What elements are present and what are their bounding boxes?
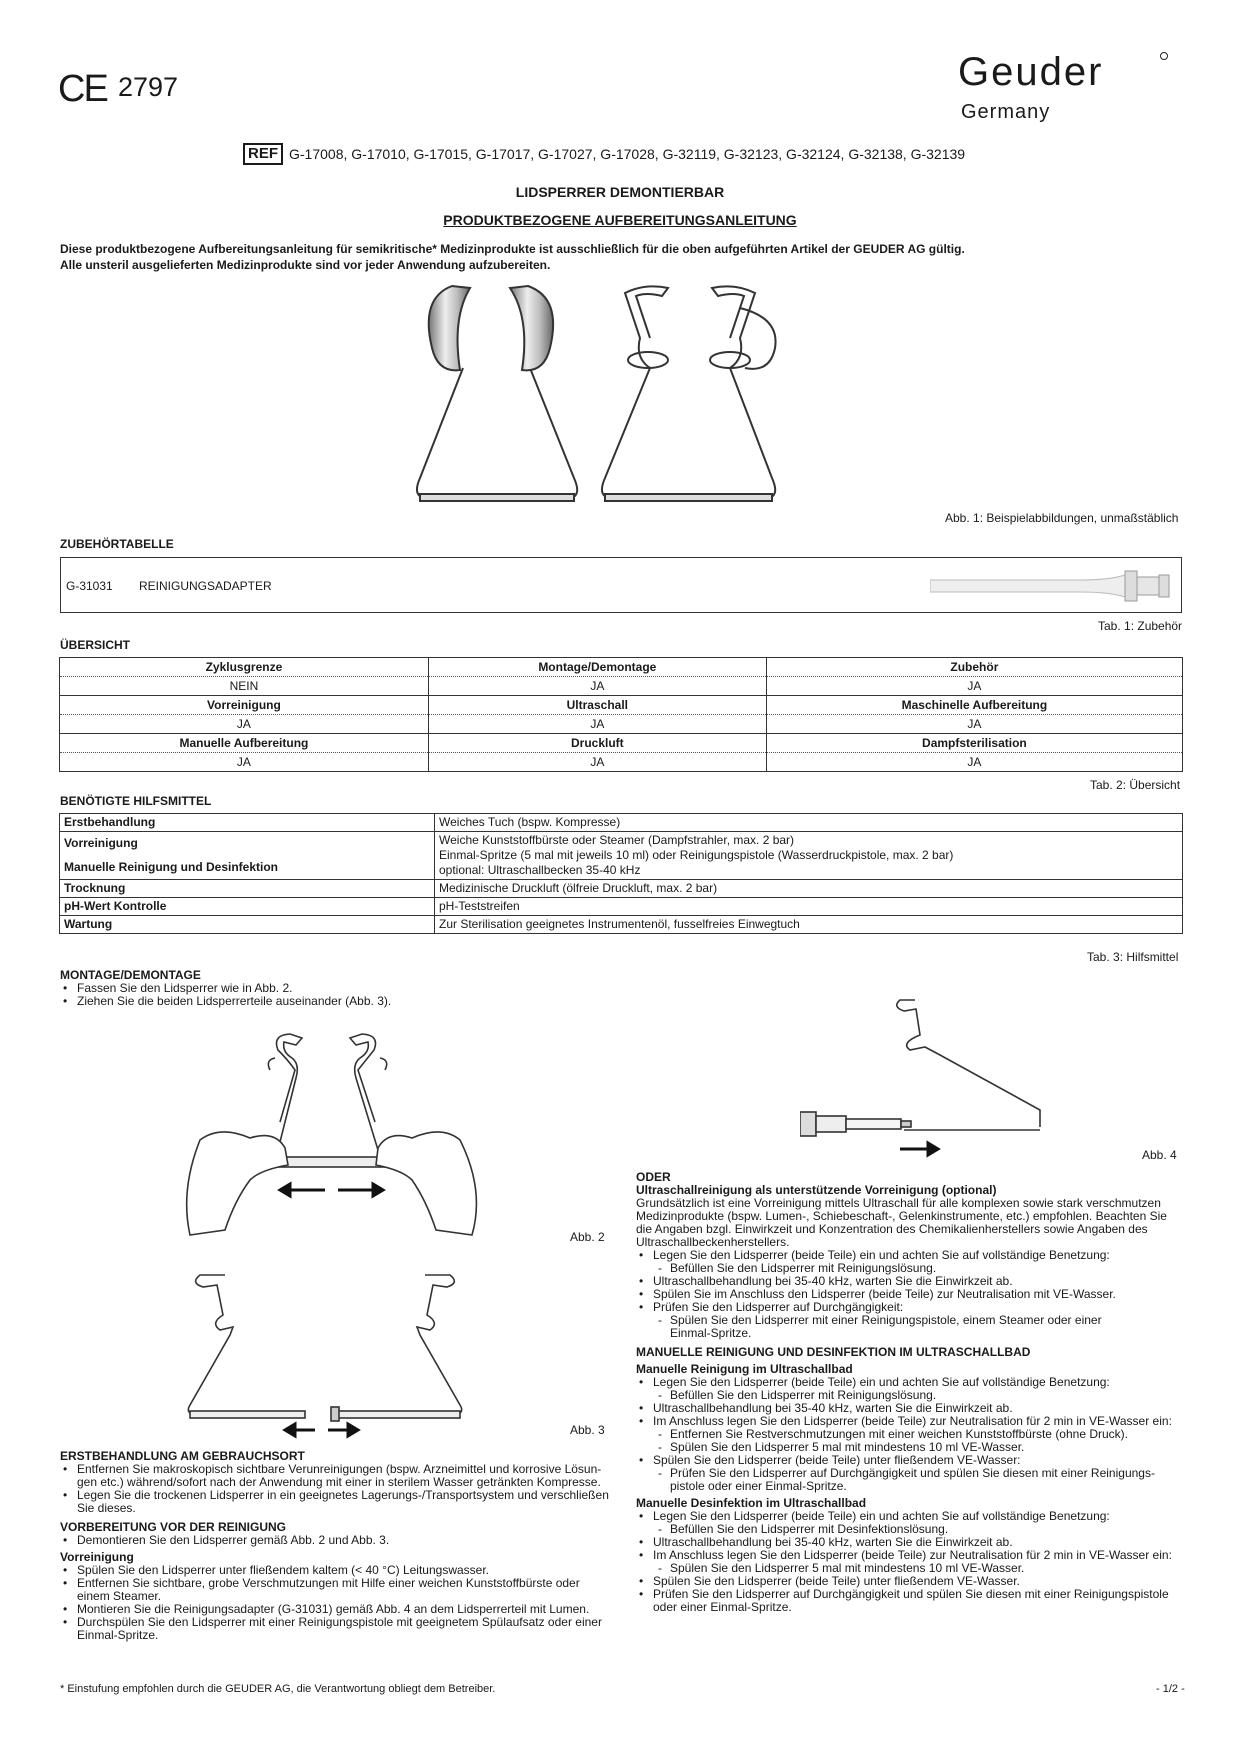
list-item-text: • Durchspülen Sie den Lidsperrer mit einer Reinigungspistole mit geeignetem Spülaufsatz oder einer <box>77 1615 602 1629</box>
list-item-text: • Prüfen Sie den Lidsperrer auf Durchgängigkeit und spülen Sie diesen mit einer Reinigungspistole <box>653 1587 1169 1601</box>
overview-label: Montage/Demontage <box>428 658 766 677</box>
list-item: • Spülen Sie den Lidsperrer (beide Teile) unter fließendem VE-Wasser: <box>636 1454 1196 1467</box>
list-item-text: pistole oder einer Einmal-Spritze. <box>670 1479 847 1493</box>
accessories-heading: ZUBEHÖRTABELLE <box>60 537 174 551</box>
overview-value: NEIN <box>60 677 429 696</box>
list-item: • Fassen Sie den Lidsperrer wie in Abb. 2. <box>60 982 620 995</box>
list-item: • Spülen Sie den Lidsperrer unter fließendem kaltem (< 40 °C) Leitungswasser. <box>60 1564 620 1577</box>
list-item <box>636 1588 1196 1614</box>
vorreinigung-subheading: Vorreinigung <box>60 1550 134 1564</box>
list-item: • Legen Sie den Lidsperrer (beide Teile) ein und achten Sie auf vollständige Benetzung: <box>636 1376 1196 1389</box>
ce-number: 2797 <box>118 72 179 102</box>
list-item-text: Sie dieses. <box>77 1501 136 1515</box>
aids-table <box>59 813 1183 934</box>
sub-list-item: - Befüllen Sie den Lidsperrer mit Desinfektionslösung. <box>636 1523 1196 1536</box>
figure-2-handling <box>180 1030 500 1250</box>
overview-value: JA <box>766 753 1182 772</box>
aids-value: Weiche Kunststoffbürste oder Steamer (Dampfstrahler, max. 2 bar) <box>439 833 795 847</box>
overview-label: Ultraschall <box>428 696 766 715</box>
list-item-text: • Entfernen Sie sichtbare, grobe Verschmutzungen mit Hilfe einer weichen Kunststoffbürste oder <box>77 1576 580 1590</box>
montage-heading: MONTAGE/DEMONTAGE <box>60 968 201 982</box>
overview-label: Druckluft <box>428 734 766 753</box>
overview-value: JA <box>428 677 766 696</box>
direction-arrow <box>900 1143 938 1155</box>
sub-list-item <box>636 1467 1196 1493</box>
list-item-text: einem Steamer. <box>77 1589 162 1603</box>
left-procedures <box>60 1450 620 1642</box>
overview-label: Vorreinigung <box>60 696 429 715</box>
product-title: LIDSPERRER DEMONTIERBAR <box>515 184 725 200</box>
overview-value: JA <box>766 715 1182 734</box>
list-item-text: • Legen Sie die trockenen Lidsperrer in ein geeignetes Lagerungs-/Transportsystem und verschließen <box>77 1488 609 1502</box>
aids-key-group <box>60 832 435 880</box>
figure-4-caption: Abb. 4 <box>1142 1148 1177 1162</box>
aids-value: Zur Sterilisation geeignetes Instrumentenöl, fusselfreies Einwegtuch <box>435 916 1183 934</box>
ref-line <box>243 143 965 165</box>
list-item: • Im Anschluss legen Sie den Lidsperrer (beide Teile) zur Neutralisation für 2 min in VE-Wasser ein: <box>636 1549 1196 1562</box>
vorbereitung-heading: VORBEREITUNG VOR DER REINIGUNG <box>60 1520 287 1534</box>
list-item: • Prüfen Sie den Lidsperrer auf Durchgängigkeit: <box>636 1301 1196 1314</box>
figure-1-instruments <box>400 278 850 530</box>
lid-speculum-wire-blades <box>602 286 776 501</box>
aids-value: Einmal-Spritze (5 mal mit jeweils 10 ml) oder Reinigungspistole (Wasserdruckpistole, max. 2 bar) <box>439 848 954 862</box>
overview-value: JA <box>60 753 429 772</box>
sub-list-item: - Spülen Sie den Lidsperrer 5 mal mit mindestens 10 ml VE-Wasser. <box>636 1562 1196 1575</box>
manuell-heading: MANUELLE REINIGUNG UND DESINFEKTION IM ULTRASCHALLBAD <box>636 1345 1031 1359</box>
paragraph-line: Grundsätzlich ist eine Vorreinigung mittels Ultraschall für alle komplexen sowie stark verschmutzen <box>636 1196 1161 1210</box>
figure-2-caption: Abb. 2 <box>570 1230 605 1244</box>
overview-value: JA <box>428 753 766 772</box>
overview-table <box>59 657 1183 772</box>
aids-heading: BENÖTIGTE HILFSMITTEL <box>60 794 212 808</box>
overview-label: Manuelle Aufbereitung <box>60 734 429 753</box>
brand-country: Germany <box>961 101 1051 123</box>
list-item: • Ultraschallbehandlung bei 35-40 kHz, warten Sie die Einwirkzeit ab. <box>636 1275 1196 1288</box>
montage-section <box>60 969 620 1008</box>
list-item <box>60 1577 620 1603</box>
paragraph-line: Medizinprodukte (bspw. Lumen-, Schiebeschaft-, Gelenkinstrumente, etc.) empfohlen. Beachten Sie <box>636 1209 1167 1223</box>
overview-label: Zubehör <box>766 658 1182 677</box>
list-item: • Demontieren Sie den Lidsperrer gemäß Abb. 2 und Abb. 3. <box>60 1534 620 1547</box>
figure-3-disassembled <box>175 1265 495 1440</box>
list-item <box>60 1489 620 1515</box>
figure-4-adapter-attached <box>800 995 1080 1165</box>
ref-label: REF <box>243 143 283 165</box>
aids-caption: Tab. 3: Hilfsmittel <box>1087 950 1179 964</box>
oder-heading: ODER <box>636 1170 671 1184</box>
list-item: • Legen Sie den Lidsperrer (beide Teile) ein und achten Sie auf vollständige Benetzung: <box>636 1249 1196 1262</box>
right-procedures <box>636 1171 1196 1614</box>
cleaning-adapter-illustration <box>930 566 1175 606</box>
overview-heading: ÜBERSICHT <box>60 638 131 652</box>
page-number: - 1/2 - <box>1156 1683 1185 1695</box>
sub-list-item: - Befüllen Sie den Lidsperrer mit Reinigungslösung. <box>636 1389 1196 1402</box>
intro-line-2: Alle unsteril ausgelieferten Medizinprodukte sind vor jeder Anwendung aufzubereiten. <box>60 258 551 272</box>
list-item-text: - Spülen Sie den Lidsperrer mit einer Reinigungspistole, einem Steamer oder einer <box>670 1313 1102 1327</box>
sub-list-item: - Befüllen Sie den Lidsperrer mit Reinigungslösung. <box>636 1262 1196 1275</box>
list-item: • Montieren Sie die Reinigungsadapter (G-31031) gemäß Abb. 4 an dem Lidsperrerteil mit Lumen. <box>60 1603 620 1616</box>
list-item: • Im Anschluss legen Sie den Lidsperrer (beide Teile) zur Neutralisation für 2 min in VE-Wasser ein: <box>636 1415 1196 1428</box>
list-item: • Ultraschallbehandlung bei 35-40 kHz, warten Sie die Einwirkzeit ab. <box>636 1536 1196 1549</box>
list-item-text: oder einer Einmal-Spritze. <box>653 1600 792 1614</box>
accessories-caption: Tab. 1: Zubehör <box>1098 619 1183 633</box>
list-item: • Spülen Sie im Anschluss den Lidsperrer (beide Teile) zur Neutralisation mit VE-Wasser. <box>636 1288 1196 1301</box>
sub-list-item <box>636 1314 1196 1340</box>
overview-label: Zyklusgrenze <box>60 658 429 677</box>
list-item-text: gen etc.) während/sofort nach der Anwendung mit einer in sterilem Wasser getränkten Kompresse. <box>77 1475 601 1489</box>
overview-value: JA <box>428 715 766 734</box>
accessory-id: G-31031 <box>66 579 113 593</box>
list-item <box>60 1463 620 1489</box>
paragraph-line: Ultraschallbeckenherstellers. <box>636 1235 790 1249</box>
aids-value: optional: Ultraschallbecken 35-40 kHz <box>439 863 641 877</box>
direction-arrows <box>280 1184 383 1196</box>
intro-text <box>60 241 1180 273</box>
paragraph-line: die Angaben bzgl. Einwirkzeit und Konzentration des Chemikalienherstellers sowie Angaben des <box>636 1222 1148 1236</box>
aids-value: Weiches Tuch (bspw. Kompresse) <box>435 814 1183 832</box>
sub-list-item: - Spülen Sie den Lidsperrer 5 mal mit mindestens 10 ml VE-Wasser. <box>636 1441 1196 1454</box>
aids-value: Medizinische Druckluft (ölfreie Druckluft, max. 2 bar) <box>435 880 1183 898</box>
accessory-name: REINIGUNGSADAPTER <box>139 579 272 593</box>
manuell-reinigung-subheading: Manuelle Reinigung im Ultraschallbad <box>636 1362 853 1376</box>
erstbehandlung-heading: ERSTBEHANDLUNG AM GEBRAUCHSORT <box>60 1449 305 1463</box>
document-title: PRODUKTBEZOGENE AUFBEREITUNGSANLEITUNG <box>443 212 797 228</box>
overview-label: Maschinelle Aufbereitung <box>766 696 1182 715</box>
overview-value: JA <box>766 677 1182 696</box>
list-item: • Legen Sie den Lidsperrer (beide Teile) ein und achten Sie auf vollständige Benetzung: <box>636 1510 1196 1523</box>
list-item-text: - Prüfen Sie den Lidsperrer auf Durchgängigkeit und spülen Sie diesen mit einer Reinigungs- <box>670 1466 1155 1480</box>
aids-value: pH-Teststreifen <box>435 898 1183 916</box>
figure-3-caption: Abb. 3 <box>570 1423 605 1437</box>
overview-label: Dampfsterilisation <box>766 734 1182 753</box>
aids-value-group <box>435 832 1183 880</box>
list-item-text: • Entfernen Sie makroskopisch sichtbare Verunreinigungen (bspw. Arzneimittel und korrosive Lösun- <box>77 1462 602 1476</box>
direction-arrows <box>285 1424 358 1436</box>
list-item: • Ultraschallbehandlung bei 35-40 kHz, warten Sie die Einwirkzeit ab. <box>636 1402 1196 1415</box>
intro-line-1: Diese produktbezogene Aufbereitungsanleitung für semikritische* Medizinprodukte ist ausschließlich für die oben aufgeführten Artikel der GEUDER AG gültig. <box>60 242 965 256</box>
manuell-desinfektion-subheading: Manuelle Desinfektion im Ultraschallbad <box>636 1496 867 1510</box>
aids-key: pH-Wert Kontrolle <box>60 898 435 916</box>
list-item-text: Einmal-Spritze. <box>77 1628 159 1642</box>
list-item: • Ziehen Sie die beiden Lidsperrerteile auseinander (Abb. 3). <box>60 995 620 1008</box>
registered-mark-icon <box>1160 52 1168 60</box>
aids-key: Erstbehandlung <box>60 814 435 832</box>
oder-subheading: Ultraschallreinigung als unterstützende Vorreinigung (optional) <box>636 1183 997 1197</box>
sub-list-item: - Entfernen Sie Restverschmutzungen mit einer weichen Kunststoffbürste (ohne Druck). <box>636 1428 1196 1441</box>
list-item: • Spülen Sie den Lidsperrer (beide Teile) unter fließendem VE-Wasser. <box>636 1575 1196 1588</box>
footer-note: * Einstufung empfohlen durch die GEUDER AG, die Verantwortung obliegt dem Betreiber. <box>60 1683 496 1695</box>
oder-paragraph <box>636 1197 1196 1249</box>
aids-key: Manuelle Reinigung und Desinfektion <box>64 860 279 874</box>
aids-key: Wartung <box>60 916 435 934</box>
list-item-text: Einmal-Spritze. <box>670 1326 752 1340</box>
overview-value: JA <box>60 715 429 734</box>
ce-mark: CE <box>58 68 107 110</box>
aids-key: Vorreinigung <box>64 836 138 850</box>
overview-caption: Tab. 2: Übersicht <box>1090 778 1181 792</box>
aids-key: Trocknung <box>60 880 435 898</box>
brand-logo: Geuder <box>958 50 1104 94</box>
ref-numbers: G-17008, G-17010, G-17015, G-17017, G-17027, G-17028, G-32119, G-32123, G-32124, G-32138, G-32139 <box>289 146 966 162</box>
figure-1-caption: Abb. 1: Beispielabbildungen, unmaßstäblich <box>945 511 1179 525</box>
list-item <box>60 1616 620 1642</box>
lid-speculum-solid-blades <box>417 286 577 501</box>
